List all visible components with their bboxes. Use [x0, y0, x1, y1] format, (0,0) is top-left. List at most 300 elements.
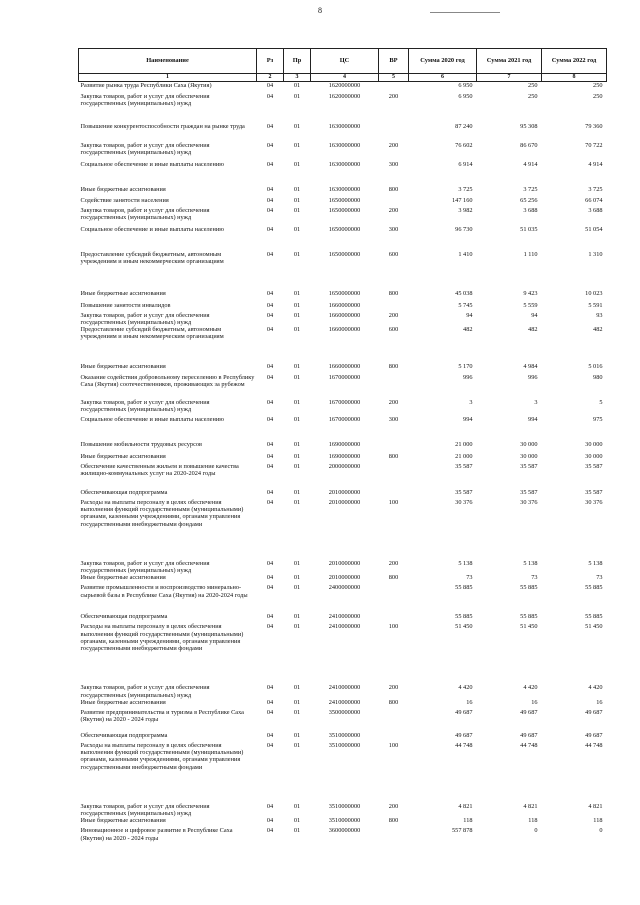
- table-row: [79, 416, 607, 441]
- cell-vr: 300: [388, 225, 399, 233]
- table-row: [79, 302, 607, 312]
- cell-s2020: 35 587: [455, 462, 473, 470]
- cell-s2021: 1 110: [523, 250, 538, 258]
- cell-s2022: 4 420: [588, 684, 603, 692]
- table-row: [79, 123, 607, 142]
- cell-s2021: 5 559: [523, 301, 538, 309]
- cell-name: Социальное обеспечение и иные выплаты населению: [80, 415, 224, 423]
- column-number: 3: [284, 74, 311, 82]
- cell-name: Закупка товаров, работ и услуг для обеспечения государственных (муниципальных) нужд: [80, 141, 210, 156]
- cell-vr: 800: [388, 574, 399, 582]
- table-row: [79, 226, 607, 251]
- table-row: [79, 574, 607, 584]
- cell-name: Повышение занятости инвалидов: [80, 301, 171, 309]
- cell-cs: 1630000000: [328, 122, 361, 130]
- cell-name: Обеспечение качественным жильем и повышение качества жилищно-коммунальных услуг на 2020-2024 годы: [80, 462, 239, 478]
- column-number: 7: [477, 74, 542, 82]
- cell-s2020: 73: [466, 574, 473, 582]
- cell-name: Содействие занятости населения: [80, 196, 169, 204]
- cell-cs: 2010000000: [328, 488, 361, 496]
- cell-s2022: 51 450: [585, 623, 603, 631]
- cell-rz: 04: [257, 82, 284, 93]
- cell-pr: 01: [293, 440, 301, 448]
- column-number: 1: [79, 74, 257, 82]
- cell-vr: 800: [388, 817, 399, 825]
- cell-s2021: 250: [477, 82, 542, 93]
- cell-name: Иные бюджетные ассигнования: [80, 452, 166, 460]
- cell-s2020: 96 730: [455, 225, 473, 233]
- cell-vr: 200: [388, 559, 399, 567]
- cell-vr: [379, 197, 409, 207]
- cell-s2020: 6 950: [458, 92, 473, 100]
- cell-s2020: 55 885: [455, 584, 473, 592]
- cell-pr: 01: [293, 827, 301, 835]
- table-row: [79, 699, 607, 709]
- cell-pr: 01: [284, 82, 311, 93]
- cell-cs: 3510000000: [328, 817, 361, 825]
- cell-s2021: 994: [528, 415, 538, 423]
- cell-pr: 01: [293, 584, 301, 592]
- table-row: [79, 441, 607, 453]
- cell-pr: 01: [293, 462, 301, 470]
- cell-s2022: 4 821: [588, 802, 603, 810]
- cell-s2021: 65 256: [520, 196, 538, 204]
- cell-s2020: 6 950: [409, 82, 477, 93]
- cell-cs: 2010000000: [328, 559, 361, 567]
- cell-vr: 200: [388, 684, 399, 692]
- cell-cs: 1650000000: [328, 250, 361, 258]
- cell-cs: 1670000000: [328, 415, 361, 423]
- cell-s2020: 3: [469, 398, 473, 406]
- cell-name: Иные бюджетные ассигнования: [80, 574, 166, 582]
- cell-cs: 1670000000: [328, 373, 361, 381]
- cell-name: Закупка товаров, работ и услуг для обеспечения государственных (муниципальных) нужд: [80, 802, 210, 818]
- table-row: [79, 251, 607, 290]
- column-number: 6: [409, 74, 477, 82]
- cell-name: Повышение конкурентоспособности граждан на рынке труда: [80, 122, 245, 130]
- cell-s2021: 3 688: [523, 206, 538, 214]
- cell-s2021: 35 587: [520, 462, 538, 470]
- cell-cs: 1660000000: [328, 311, 361, 319]
- cell-rz: 04: [266, 488, 274, 496]
- cell-rz: 04: [266, 698, 274, 706]
- table-body: [79, 82, 607, 853]
- cell-name: Закупка товаров, работ и услуг для обеспечения государственных (муниципальных) нужд: [80, 92, 210, 107]
- cell-pr: 01: [293, 613, 301, 621]
- cell-name: Инновационное и цифровое развитие в Республике Саха (Якутия) на 2020 - 2024 годы: [80, 827, 233, 842]
- cell-s2020: 118: [463, 817, 473, 825]
- table-row: [79, 584, 607, 613]
- cell-s2022: 73: [596, 574, 603, 582]
- cell-s2021: 4 914: [523, 160, 538, 168]
- cell-pr: 01: [293, 802, 301, 810]
- cell-pr: 01: [293, 160, 301, 168]
- cell-vr: 100: [388, 623, 399, 631]
- table-row: [79, 732, 607, 742]
- table-row: [79, 827, 607, 852]
- cell-s2021: 4 420: [523, 684, 538, 692]
- cell-rz: 04: [266, 498, 274, 506]
- cell-cs: 1660000000: [328, 362, 361, 370]
- cell-vr: 200: [388, 311, 399, 319]
- cell-vr: 800: [388, 362, 399, 370]
- cell-rz: 04: [266, 122, 274, 130]
- cell-s2021: 94: [531, 311, 538, 319]
- cell-vr: 200: [388, 802, 399, 810]
- table-header: [79, 49, 607, 82]
- table-row: [79, 803, 607, 817]
- cell-s2020: 76 602: [455, 141, 473, 149]
- header-name: Наименование: [79, 49, 257, 74]
- cell-vr: 800: [388, 289, 399, 297]
- table-row: [79, 363, 607, 374]
- cell-cs: 3600000000: [328, 827, 361, 835]
- cell-cs: 3500000000: [328, 708, 361, 716]
- cell-name: Закупка товаров, работ и услуг для обеспечения государственных (муниципальных) нужд: [80, 206, 210, 221]
- cell-s2020: 996: [463, 373, 473, 381]
- cell-vr: 100: [388, 741, 399, 749]
- cell-name: Обеспечивающая подпрограмма: [80, 613, 168, 621]
- cell-s2021: 55 885: [520, 613, 538, 621]
- cell-pr: 01: [293, 731, 301, 739]
- cell-name: Расходы на выплаты персоналу в целях обеспечения выполнения функций государственными (муниципальными) органами, казенными учреждениями, органами управления государственными внебюджетными фондами: [80, 741, 244, 771]
- cell-s2022: 49 687: [585, 708, 603, 716]
- cell-name: Закупка товаров, работ и услуг для обеспечения государственных (муниципальных) нужд: [80, 684, 210, 699]
- cell-s2022: 5 138: [588, 559, 603, 567]
- cell-rz: 04: [266, 185, 274, 193]
- cell-cs: 3510000000: [328, 741, 361, 749]
- header-pr: Пр: [284, 49, 311, 74]
- cell-pr: 01: [293, 684, 301, 692]
- cell-rz: 04: [266, 415, 274, 423]
- cell-s2021: 9 423: [523, 289, 538, 297]
- cell-cs: 1670000000: [328, 398, 361, 406]
- cell-cs: 1630000000: [328, 160, 361, 168]
- cell-rz: 04: [266, 623, 274, 631]
- column-number: 4: [311, 74, 379, 82]
- table-row: [79, 197, 607, 207]
- cell-s2022: 93: [596, 311, 603, 319]
- cell-name: Закупка товаров, работ и услуг для обеспечения государственных (муниципальных) нужд: [80, 398, 210, 414]
- cell-name: Расходы на выплаты персоналу в целях обеспечения выполнения функций государственными (муниципальными) органами, казенными учреждениями, органами управления государственными внебюджетными фондами: [80, 498, 244, 528]
- cell-rz: 04: [266, 92, 274, 100]
- cell-name: Развитие предпринимательства и туризма в Республике Саха (Якутия) на 2020 - 2024 годы: [80, 708, 244, 724]
- cell-pr: 01: [293, 92, 301, 100]
- cell-rz: 04: [266, 311, 274, 319]
- cell-rz: 04: [266, 731, 274, 739]
- cell-s2021: 482: [528, 325, 538, 333]
- cell-rz: 04: [266, 741, 274, 749]
- cell-rz: 04: [266, 802, 274, 810]
- cell-cs: 2000000000: [328, 462, 361, 470]
- cell-rz: 04: [266, 141, 274, 149]
- cell-cs: 3510000000: [328, 731, 361, 739]
- cell-s2021: 30 000: [520, 440, 538, 448]
- cell-pr: 01: [293, 488, 301, 496]
- cell-s2022: 482: [593, 325, 603, 333]
- cell-cs: 2410000000: [328, 684, 361, 692]
- header-sum-2021: Сумма 2021 год: [477, 49, 542, 74]
- cell-s2020: 94: [466, 311, 473, 319]
- cell-s2020: 51 450: [455, 623, 473, 631]
- cell-s2021: 35 587: [520, 488, 538, 496]
- cell-s2020: 5 170: [458, 362, 473, 370]
- cell-pr: 01: [293, 415, 301, 423]
- cell-pr: 01: [293, 817, 301, 825]
- cell-rz: 04: [266, 398, 274, 406]
- cell-pr: 01: [293, 185, 301, 193]
- cell-s2022: 79 360: [585, 122, 603, 130]
- cell-name: Закупка товаров, работ и услуг для обеспечения государственных (муниципальных) нужд: [80, 311, 210, 326]
- cell-s2022: 30 000: [585, 440, 603, 448]
- header-rule: [430, 12, 500, 13]
- cell-s2020: 5 138: [458, 559, 473, 567]
- cell-s2022: 49 687: [585, 731, 603, 739]
- table-row: [79, 684, 607, 698]
- cell-cs: 1630000000: [328, 141, 361, 149]
- cell-rz: 04: [266, 584, 274, 592]
- table-row: [79, 161, 607, 186]
- cell-s2021: 49 687: [520, 731, 538, 739]
- cell-s2020: 21 000: [455, 452, 473, 460]
- table-row: [79, 613, 607, 623]
- cell-s2022: 55 885: [585, 613, 603, 621]
- cell-rz: 04: [266, 301, 274, 309]
- cell-s2020: 557 878: [452, 827, 473, 835]
- cell-s2022: 4 914: [588, 160, 603, 168]
- table-row: [79, 374, 607, 399]
- cell-rz: 04: [266, 684, 274, 692]
- cell-pr: 01: [293, 225, 301, 233]
- cell-vr: [379, 463, 409, 489]
- cell-cs: 3510000000: [328, 802, 361, 810]
- table-row: [79, 399, 607, 416]
- cell-vr: [379, 827, 409, 852]
- cell-cs: 2010000000: [328, 498, 361, 506]
- budget-table: [78, 48, 607, 852]
- table-row: [79, 817, 607, 827]
- cell-s2021: 55 885: [520, 584, 538, 592]
- cell-s2021: 51 035: [520, 225, 538, 233]
- cell-rz: 04: [266, 452, 274, 460]
- cell-cs: 1660000000: [328, 325, 361, 333]
- cell-s2022: 0: [599, 827, 603, 835]
- cell-vr: [379, 123, 409, 142]
- cell-rz: 04: [266, 817, 274, 825]
- cell-vr: 800: [388, 452, 399, 460]
- cell-s2020: 16: [466, 698, 473, 706]
- cell-rz: 04: [266, 373, 274, 381]
- cell-cs: 1660000000: [328, 301, 361, 309]
- cell-name: Социальное обеспечение и иные выплаты населению: [80, 225, 224, 233]
- cell-s2020: 147 160: [452, 196, 473, 204]
- cell-s2022: 16: [596, 698, 603, 706]
- cell-pr: 01: [293, 559, 301, 567]
- header-sum-2020: Сумма 2020 год: [409, 49, 477, 74]
- cell-pr: 01: [293, 398, 301, 406]
- cell-cs: 1690000000: [328, 440, 361, 448]
- cell-vr: [379, 82, 409, 93]
- cell-s2021: 30 000: [520, 452, 538, 460]
- table-row: [79, 290, 607, 302]
- table-row: [79, 82, 607, 93]
- cell-name: Иные бюджетные ассигнования: [80, 362, 166, 370]
- cell-name: Расходы на выплаты персоналу в целях обеспечения выполнения функций государственными (муниципальными) органами, казенными учреждениями, органами управления государственными внебюджетными фондами: [80, 623, 244, 653]
- cell-rz: 04: [266, 574, 274, 582]
- cell-s2020: 55 885: [455, 613, 473, 621]
- cell-pr: 01: [293, 574, 301, 582]
- cell-rz: 04: [266, 613, 274, 621]
- cell-s2021: 73: [531, 574, 538, 582]
- cell-rz: 04: [266, 708, 274, 716]
- cell-vr: [379, 302, 409, 312]
- cell-s2021: 95 308: [520, 122, 538, 130]
- header-cs: ЦС: [311, 49, 379, 74]
- cell-cs: 1650000000: [328, 289, 361, 297]
- cell-s2020: 994: [463, 415, 473, 423]
- cell-cs: 2010000000: [328, 574, 361, 582]
- cell-s2022: 118: [593, 817, 603, 825]
- header-vr: ВР: [379, 49, 409, 74]
- cell-s2021: 118: [528, 817, 538, 825]
- cell-pr: 01: [293, 362, 301, 370]
- cell-pr: 01: [293, 708, 301, 716]
- page-number: 8: [318, 6, 322, 15]
- cell-cs: 1650000000: [328, 196, 361, 204]
- cell-cs: 2410000000: [328, 613, 361, 621]
- cell-cs: 1630000000: [328, 185, 361, 193]
- table-row: [79, 560, 607, 574]
- cell-pr: 01: [293, 498, 301, 506]
- cell-s2020: 44 748: [455, 741, 473, 749]
- cell-vr: 200: [388, 92, 399, 100]
- cell-vr: 300: [388, 415, 399, 423]
- cell-s2022: 250: [593, 92, 603, 100]
- cell-s2022: 975: [593, 415, 603, 423]
- cell-cs: 1650000000: [328, 225, 361, 233]
- cell-rz: 04: [266, 206, 274, 214]
- table-row: [79, 186, 607, 197]
- table-row: [79, 489, 607, 499]
- cell-s2020: 4 821: [458, 802, 473, 810]
- cell-vr: [379, 613, 409, 623]
- cell-pr: 01: [293, 301, 301, 309]
- cell-name: Иные бюджетные ассигнования: [80, 185, 166, 193]
- cell-s2022: 55 885: [585, 584, 603, 592]
- cell-s2022: 5: [599, 398, 603, 406]
- cell-vr: [379, 374, 409, 399]
- cell-cs: 2410000000: [328, 623, 361, 631]
- cell-name: Повышение мобильности трудовых ресурсов: [80, 440, 202, 448]
- cell-s2021: 49 687: [520, 708, 538, 716]
- cell-name: Развитие рынка труда Республики Саха (Якутия): [79, 82, 257, 93]
- cell-s2021: 5 138: [523, 559, 538, 567]
- cell-s2022: 30 376: [585, 498, 603, 506]
- cell-s2022: 35 587: [585, 462, 603, 470]
- cell-s2020: 35 587: [455, 488, 473, 496]
- cell-name: Иные бюджетные ассигнования: [80, 817, 166, 825]
- cell-cs: 1620000000: [328, 92, 361, 100]
- cell-s2021: 4 821: [523, 802, 538, 810]
- header-sum-2022: Сумма 2022 год: [542, 49, 607, 74]
- cell-pr: 01: [293, 141, 301, 149]
- cell-vr: 800: [388, 185, 399, 193]
- cell-rz: 04: [266, 160, 274, 168]
- cell-cs: 1620000000: [311, 82, 379, 93]
- cell-pr: 01: [293, 373, 301, 381]
- cell-s2022: 70 722: [585, 141, 603, 149]
- cell-s2020: 4 420: [458, 684, 473, 692]
- cell-rz: 04: [266, 225, 274, 233]
- cell-s2022: 35 587: [585, 488, 603, 496]
- cell-rz: 04: [266, 462, 274, 470]
- cell-s2020: 3 982: [458, 206, 473, 214]
- cell-pr: 01: [293, 289, 301, 297]
- cell-pr: 01: [293, 250, 301, 258]
- cell-cs: 1650000000: [328, 206, 361, 214]
- cell-s2020: 45 038: [455, 289, 473, 297]
- cell-name: Закупка товаров, работ и услуг для обеспечения государственных (муниципальных) нужд: [80, 559, 210, 575]
- cell-pr: 01: [293, 623, 301, 631]
- cell-name: Предоставление субсидий бюджетным, автономным учреждениям и иным некоммерческим организациям: [80, 325, 224, 341]
- cell-s2021: 30 376: [520, 498, 538, 506]
- cell-s2021: 4 984: [523, 362, 538, 370]
- cell-name: Социальное обеспечение и иные выплаты населению: [80, 160, 224, 168]
- cell-rz: 04: [266, 196, 274, 204]
- cell-s2022: 250: [542, 82, 607, 93]
- cell-vr: 800: [388, 698, 399, 706]
- cell-vr: 600: [388, 250, 399, 258]
- cell-vr: 100: [388, 498, 399, 506]
- cell-rz: 04: [266, 325, 274, 333]
- cell-pr: 01: [293, 741, 301, 749]
- cell-s2022: 66 074: [585, 196, 603, 204]
- cell-s2022: 980: [593, 373, 603, 381]
- cell-s2020: 49 687: [455, 731, 473, 739]
- table-row: [79, 312, 607, 326]
- cell-s2020: 30 376: [455, 498, 473, 506]
- cell-s2021: 51 450: [520, 623, 538, 631]
- cell-s2020: 49 687: [455, 708, 473, 716]
- cell-s2022: 5 016: [588, 362, 603, 370]
- table-row: [79, 623, 607, 684]
- cell-s2020: 21 000: [455, 440, 473, 448]
- cell-s2021: 250: [528, 92, 538, 100]
- cell-pr: 01: [293, 698, 301, 706]
- column-number: 5: [379, 74, 409, 82]
- cell-s2020: 1 410: [458, 250, 473, 258]
- cell-s2020: 87 240: [455, 122, 473, 130]
- cell-vr: [379, 584, 409, 613]
- cell-name: Оказание содействия добровольному переселению в Республику Саха (Якутия) соотечественников, проживающих за рубежом: [80, 373, 255, 389]
- cell-vr: 200: [388, 206, 399, 214]
- cell-vr: 200: [388, 141, 399, 149]
- cell-pr: 01: [293, 452, 301, 460]
- table-row: [79, 142, 607, 161]
- cell-name: Развитие промышленности и воспроизводство минерально-сырьевой базы в Республике Саха (Якутия) на 2020-2024 годы: [80, 584, 248, 599]
- cell-s2022: 10 023: [585, 289, 603, 297]
- cell-s2020: 482: [463, 325, 473, 333]
- cell-s2020: 6 914: [458, 160, 473, 168]
- cell-s2021: 16: [531, 698, 538, 706]
- cell-cs: 1690000000: [328, 452, 361, 460]
- cell-s2022: 3 688: [588, 206, 603, 214]
- cell-s2021: 3: [534, 398, 538, 406]
- cell-rz: 04: [266, 362, 274, 370]
- cell-s2022: 51 054: [585, 225, 603, 233]
- cell-name: Обеспечивающая подпрограмма: [80, 488, 168, 496]
- column-number: 8: [542, 74, 607, 82]
